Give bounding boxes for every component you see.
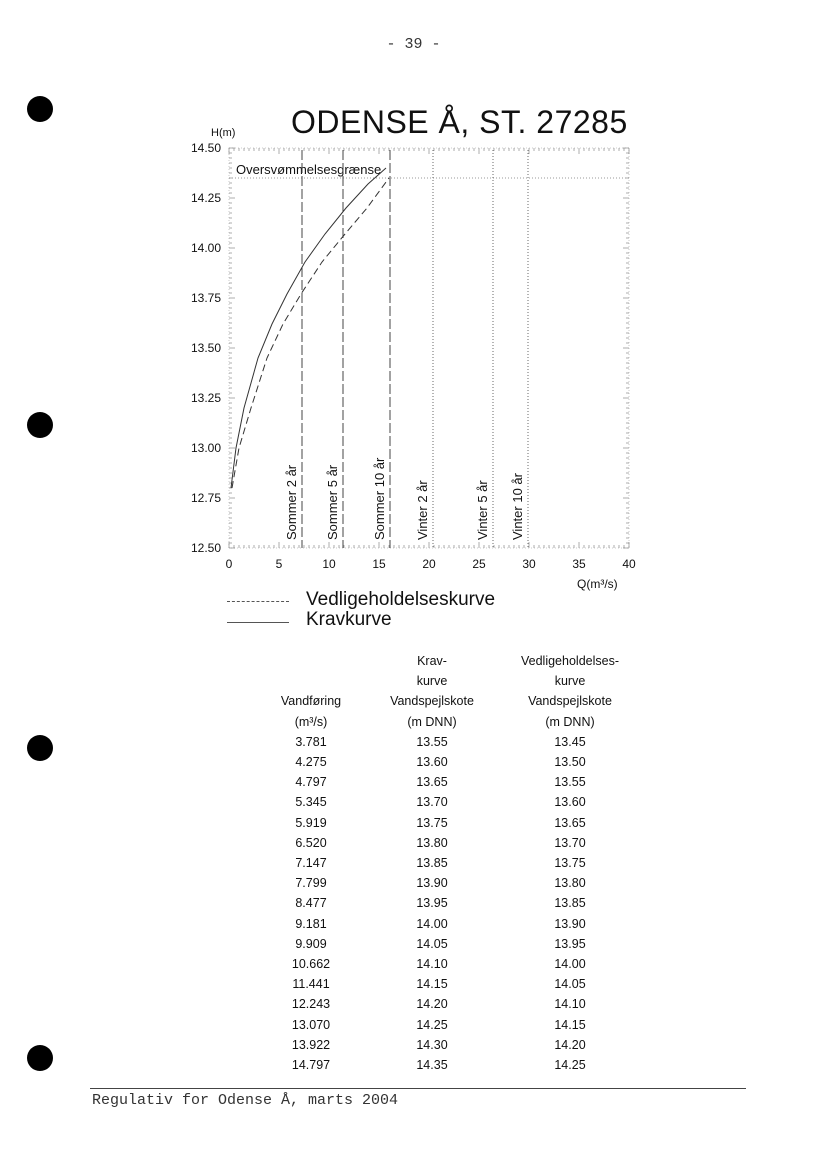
- header-cell: (m DNN): [545, 714, 595, 729]
- table-cell: 13.70: [416, 795, 448, 810]
- table-cell: 12.243: [291, 997, 331, 1012]
- table-header-row: [254, 712, 644, 732]
- design-flow-marker-label: Sommer 5 år: [325, 464, 340, 540]
- table-cell: 13.80: [416, 835, 448, 850]
- table-row: [254, 873, 644, 893]
- table-row: [254, 1015, 644, 1035]
- table-row: [254, 893, 644, 913]
- table-row: [254, 974, 644, 994]
- y-tick-label: 13.50: [190, 341, 221, 355]
- table-cell: 13.75: [416, 815, 448, 830]
- x-tick-label: 25: [472, 557, 486, 571]
- table-cell: 13.50: [554, 755, 586, 770]
- table-cell: 5.919: [295, 815, 327, 830]
- rating-table: [254, 651, 644, 1075]
- table-row: [254, 1035, 644, 1055]
- table-cell: 7.799: [295, 876, 327, 891]
- table-cell: 13.55: [554, 775, 586, 790]
- table-cell: 14.00: [416, 916, 448, 931]
- table-cell: 14.10: [416, 957, 448, 972]
- y-tick-label: 13.75: [190, 291, 221, 305]
- table-cell: 3.781: [295, 734, 327, 749]
- x-tick-label: 0: [225, 557, 233, 571]
- table-row: [254, 994, 644, 1014]
- table-row: [254, 813, 644, 833]
- table-cell: 6.520: [295, 835, 327, 850]
- y-tick-label: 12.75: [190, 491, 221, 505]
- table-cell: 14.25: [416, 1017, 448, 1032]
- legend-solid-label: Kravkurve: [306, 609, 392, 630]
- table-cell: 14.05: [416, 936, 448, 951]
- x-tick-label: 30: [522, 557, 536, 571]
- design-flow-marker-label: Sommer 10 år: [372, 457, 387, 540]
- table-row: [254, 934, 644, 954]
- header-cell: (m DNN): [407, 714, 457, 729]
- table-row: [254, 792, 644, 812]
- table-cell: 14.05: [554, 977, 586, 992]
- table-cell: 14.30: [416, 1037, 448, 1052]
- table-header-row: [254, 691, 644, 711]
- table-cell: 13.95: [416, 896, 448, 911]
- punch-hole: [27, 735, 53, 761]
- header-cell: kurve: [416, 674, 448, 689]
- x-axis-label: Q(m³/s): [577, 577, 618, 591]
- table-cell: 13.070: [291, 1017, 331, 1032]
- table-cell: 13.65: [554, 815, 586, 830]
- table-cell: 13.65: [416, 775, 448, 790]
- table-cell: 10.662: [291, 957, 331, 972]
- table-row: [254, 752, 644, 772]
- table-cell: 9.181: [295, 916, 327, 931]
- table-cell: 13.85: [554, 896, 586, 911]
- y-tick-label: 14.50: [190, 141, 221, 155]
- table-cell: 13.70: [554, 835, 586, 850]
- punch-hole: [27, 1045, 53, 1071]
- x-tick-label: 15: [372, 557, 386, 571]
- y-tick-label: 12.50: [190, 541, 221, 555]
- table-cell: 14.25: [554, 1058, 586, 1073]
- table-cell: 13.45: [554, 734, 586, 749]
- table-cell: 14.00: [554, 957, 586, 972]
- y-tick-label: 14.00: [190, 241, 221, 255]
- maintenance-curve: [232, 178, 389, 488]
- flood-line-label: Oversvømmelsesgrænse: [236, 162, 382, 177]
- table-cell: 14.10: [554, 997, 586, 1012]
- x-tick-label: 5: [275, 557, 283, 571]
- table-cell: 11.441: [292, 977, 330, 992]
- y-axis-label: H(m): [211, 127, 236, 139]
- design-flow-marker-label: Vinter 2 år: [415, 480, 430, 540]
- table-cell: 9.909: [295, 936, 327, 951]
- table-header-row: [254, 671, 644, 691]
- table-cell: 13.80: [554, 876, 586, 891]
- x-tick-label: 40: [622, 557, 636, 571]
- design-flow-marker-label: Sommer 2 år: [284, 464, 299, 540]
- header-cell: Krav-: [417, 654, 447, 668]
- y-tick-label: 14.25: [190, 191, 221, 205]
- header-cell: [254, 651, 368, 671]
- table-cell: 7.147: [295, 856, 327, 871]
- x-tick-label: 20: [422, 557, 436, 571]
- table-cell: 8.477: [295, 896, 327, 911]
- table-cell: 13.75: [554, 856, 586, 871]
- header-cell: Vandspejlskote: [390, 694, 474, 709]
- table-header-row: [254, 651, 644, 671]
- table-row: [254, 853, 644, 873]
- header-cell: Vedligeholdelses-: [521, 654, 619, 668]
- legend-dashed-sample: [227, 601, 289, 602]
- table-cell: 14.15: [416, 977, 448, 992]
- table-cell: 13.95: [554, 936, 586, 951]
- y-tick-label: 13.25: [190, 391, 221, 405]
- page-number: - 39 -: [386, 36, 441, 53]
- table-body: [254, 732, 644, 1075]
- table-cell: 14.797: [291, 1058, 331, 1073]
- table-row: [254, 914, 644, 934]
- table-row: [254, 954, 644, 974]
- header-cell: Vandspejlskote: [528, 694, 612, 709]
- table-cell: 14.15: [554, 1017, 586, 1032]
- table-cell: 5.345: [295, 795, 327, 810]
- design-flow-marker-label: Vinter 5 år: [475, 480, 490, 540]
- legend-dashed-label: Vedligeholdelseskurve: [306, 589, 496, 610]
- y-tick-label: 13.00: [190, 441, 221, 455]
- table-row: [254, 833, 644, 853]
- x-tick-label: 35: [572, 557, 586, 571]
- header-cell: Vandføring: [280, 694, 342, 709]
- table-row: [254, 732, 644, 752]
- table-cell: 4.797: [295, 775, 327, 790]
- table-cell: 13.60: [416, 755, 448, 770]
- table-cell: 13.922: [291, 1037, 331, 1052]
- header-cell: (m³/s): [294, 714, 328, 729]
- header-cell: [254, 671, 368, 691]
- chart-title: ODENSE Å, ST. 27285: [291, 104, 628, 140]
- table-cell: 13.85: [416, 856, 448, 871]
- table-row: [254, 1055, 644, 1075]
- table-cell: 13.55: [416, 734, 448, 749]
- table-cell: 4.275: [295, 755, 327, 770]
- requirement-curve: [231, 168, 386, 488]
- footer-text: Regulativ for Odense Å, marts 2004: [92, 1092, 399, 1109]
- table-cell: 14.20: [554, 1037, 586, 1052]
- table-cell: 14.20: [416, 997, 448, 1012]
- table-cell: 14.35: [416, 1058, 448, 1073]
- header-cell: kurve: [554, 674, 586, 689]
- design-flow-marker-label: Vinter 10 år: [510, 473, 525, 540]
- table-row: [254, 772, 644, 792]
- footer-divider: [90, 1088, 746, 1089]
- x-tick-label: 10: [322, 557, 336, 571]
- table-cell: 13.90: [554, 916, 586, 931]
- legend-solid-sample: [227, 622, 289, 623]
- table-cell: 13.90: [416, 876, 448, 891]
- table-cell: 13.60: [554, 795, 586, 810]
